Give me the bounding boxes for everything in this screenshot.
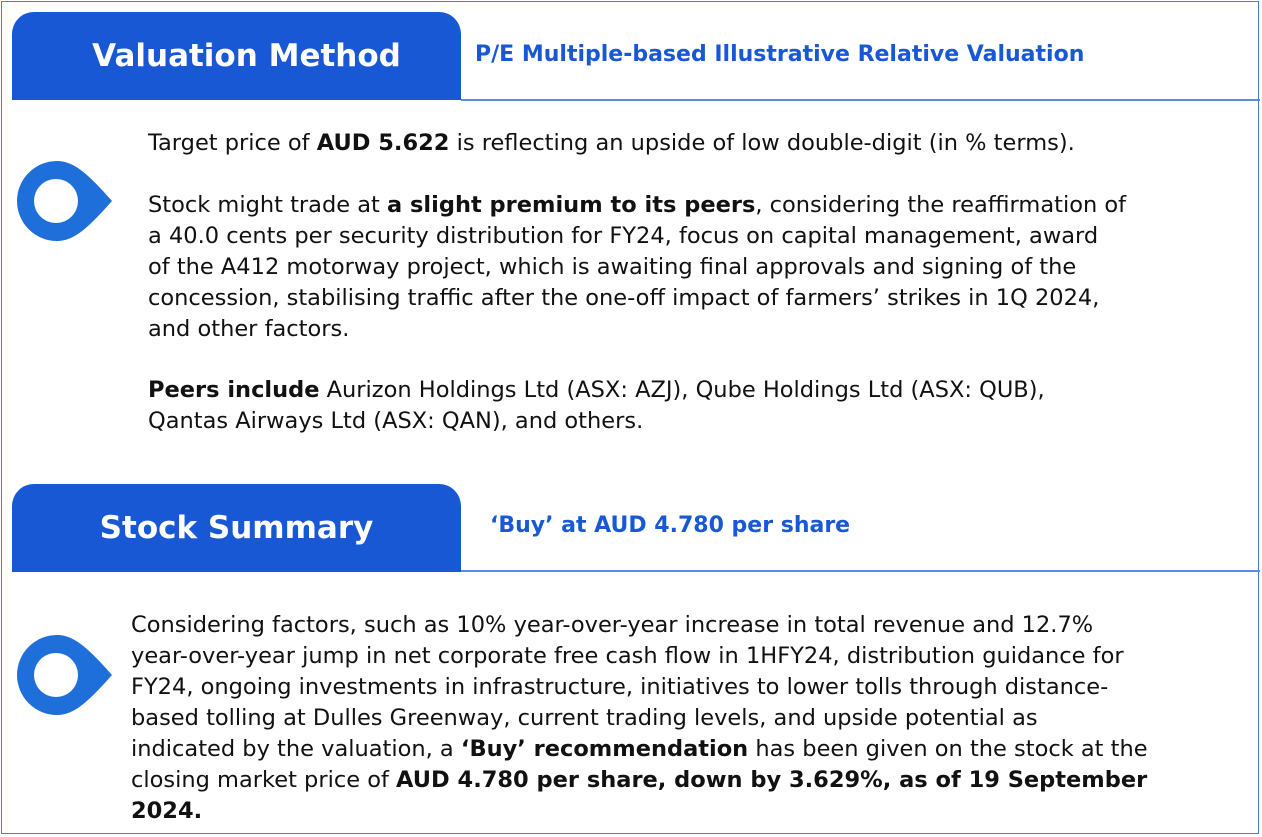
- location-pin-icon: [12, 630, 114, 720]
- target-price-value: AUD 5.622: [316, 130, 450, 156]
- text-line: and other factors.: [148, 316, 350, 342]
- text-line: year-over-year jump in net corporate free cash flow in 1HFY24, distribution guidance for: [131, 643, 1124, 669]
- text-line: indicated by the valuation, a ‘Buy’ recommendation has been given on the stock at the: [131, 736, 1148, 762]
- text-line: Peers include Aurizon Holdings Ltd (ASX: AZJ), Qube Holdings Ltd (ASX: QUB),: [148, 377, 1045, 403]
- text-line: FY24, ongoing investments in infrastructure, initiatives to lower tolls through distance-: [131, 674, 1109, 700]
- valuation-subtitle: P/E Multiple-based Illustrative Relative Valuation: [475, 42, 1085, 67]
- text-line: Considering factors, such as 10% year-over-year increase in total revenue and 12.7%: [131, 612, 1094, 638]
- text-line: 2024.: [131, 798, 203, 824]
- text-line: Stock might trade at a slight premium to its peers, considering the reaffirmation of: [148, 192, 1127, 218]
- text-line: based tolling at Dulles Greenway, current trading levels, and upside potential as: [131, 705, 1038, 731]
- header-rule: [461, 570, 1260, 572]
- recommendation: ‘Buy’ recommendation: [460, 736, 749, 762]
- valuation-method-tab: [12, 12, 461, 100]
- text-line: Qantas Airways Ltd (ASX: QAN), and others.: [148, 408, 644, 434]
- text-line: a 40.0 cents per security distribution for FY24, focus on capital management, award: [148, 223, 1099, 249]
- peers-paragraph: [148, 375, 1045, 437]
- valuation-method-label: Valuation Method: [92, 38, 401, 74]
- premium-paragraph: [148, 190, 1126, 345]
- stock-summary-tab: [12, 484, 461, 572]
- summary-subtitle: ‘Buy’ at AUD 4.780 per share: [490, 513, 851, 538]
- header-rule: [461, 99, 1260, 101]
- stock-summary-label: Stock Summary: [99, 510, 374, 546]
- location-pin-icon: [12, 156, 114, 246]
- target-price-paragraph: Target price of AUD 5.622 is reflecting an upside of low double-digit (in % terms).: [148, 130, 1075, 156]
- text-line: closing market price of AUD 4.780 per share, down by 3.629%, as of 19 September: [131, 767, 1148, 793]
- text-line: concession, stabilising traffic after the one-off impact of farmers’ strikes in 1Q 2024,: [148, 285, 1100, 311]
- text-line: of the A412 motorway project, which is awaiting final approvals and signing of the: [148, 254, 1077, 280]
- summary-paragraph: [131, 610, 1148, 827]
